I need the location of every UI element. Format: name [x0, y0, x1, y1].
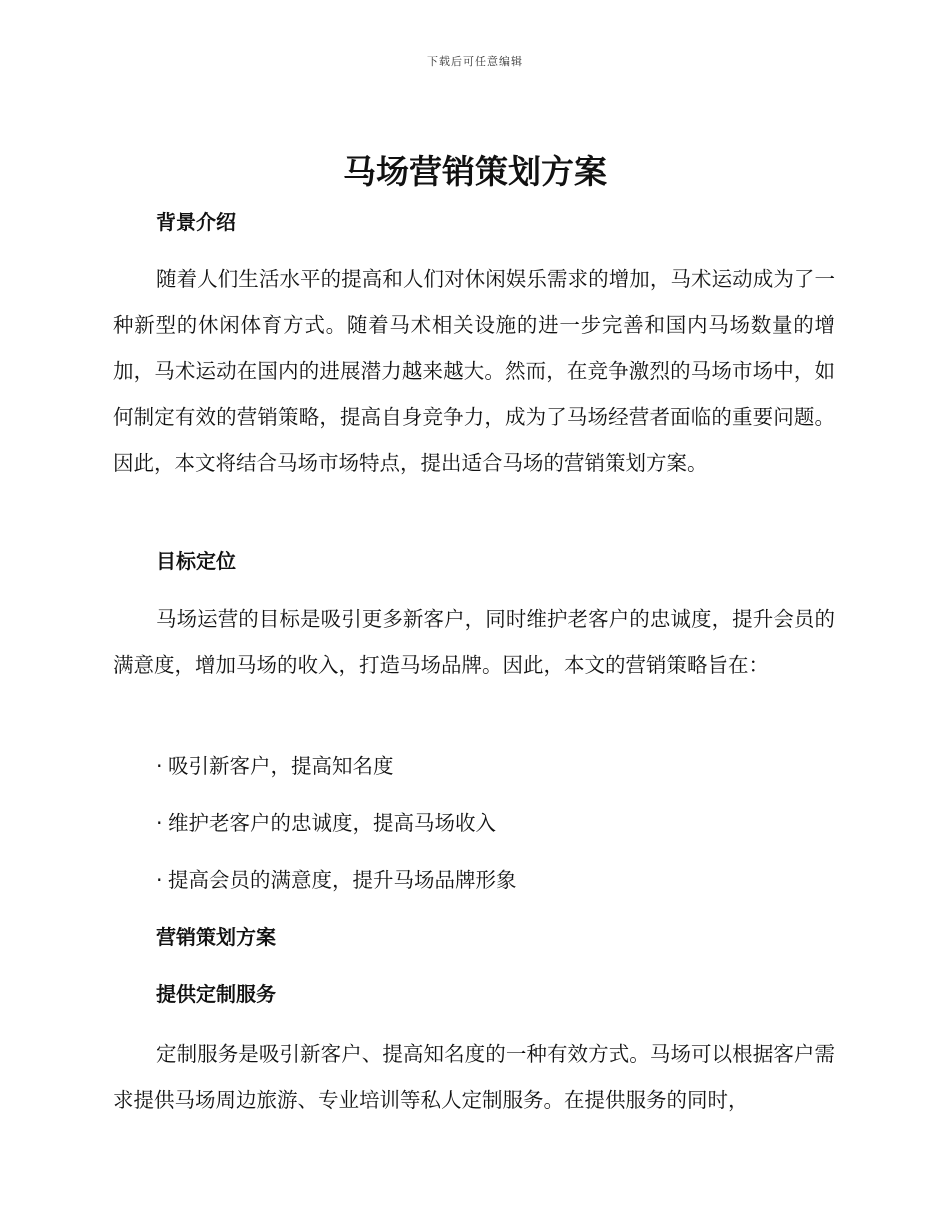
paragraph-custom-service: 定制服务是吸引新客户、提高知名度的一种有效方式。马场可以根据客户需求提供马场周边旅游、专业培训等私人定制服务。在提供服务的同时，: [113, 1042, 835, 1112]
bullet-text: 维护老客户的忠诚度，提高马场收入: [168, 811, 496, 835]
section-heading-plan: 营销策划方案: [156, 925, 276, 949]
bullet-dot-icon: ·: [156, 868, 163, 892]
bullet-item: [156, 752, 394, 780]
page-header-note: 下载后可任意编辑: [427, 55, 523, 68]
paragraph-background: 随着人们生活水平的提高和人们对休闲娱乐需求的增加，马术运动成为了一种新型的休闲体育方式。随着马术相关设施的进一步完善和国内马场数量的增加，马术运动在国内的进展潜力越来越大。然而，在竞争激烈的马场市场中，如何制定有效的营销策略，提高自身竞争力，成为了马场经营者面临的重要问题。因此，本文将结合马场市场特点，提出适合马场的营销策划方案。: [113, 267, 835, 475]
bullet-dot-icon: ·: [156, 811, 163, 835]
subsection-heading-custom-service: 提供定制服务: [156, 982, 276, 1006]
document-title: 马场营销策划方案: [343, 152, 607, 191]
section-heading-positioning: 目标定位: [156, 549, 236, 573]
bullet-dot-icon: ·: [156, 754, 163, 778]
section-heading-background: 背景介绍: [156, 210, 236, 234]
paragraph-positioning: 马场运营的目标是吸引更多新客户，同时维护老客户的忠诚度，提升会员的满意度，增加马场的收入，打造马场品牌。因此，本文的营销策略旨在：: [113, 607, 835, 677]
bullet-item: [156, 809, 496, 837]
bullet-text: 提高会员的满意度，提升马场品牌形象: [168, 868, 517, 892]
bullet-item: [156, 866, 517, 894]
bullet-text: 吸引新客户，提高知名度: [168, 754, 394, 778]
